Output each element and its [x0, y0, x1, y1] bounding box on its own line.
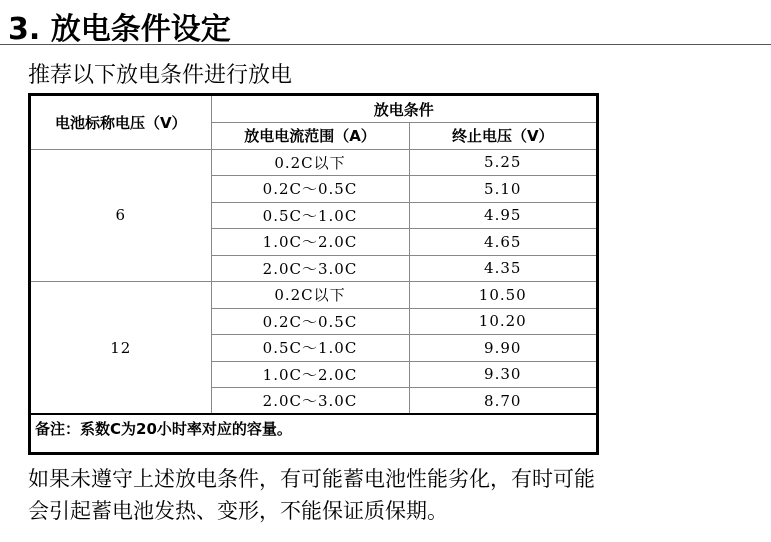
- section-title: 3. 放电条件设定: [8, 12, 231, 47]
- cutoff-voltage-cell: 10.20: [409, 308, 596, 335]
- cutoff-voltage-cell: 5.10: [409, 176, 596, 203]
- current-range-cell: 0.5C～1.0C: [211, 335, 409, 362]
- discharge-conditions-table: [31, 96, 596, 441]
- intro-text: 推荐以下放电条件进行放电: [28, 63, 293, 88]
- header-cutoff-voltage: 终止电压（V）: [409, 123, 596, 150]
- cutoff-voltage-cell: 4.95: [409, 202, 596, 229]
- title-divider: [0, 44, 771, 45]
- closing-paragraph: [28, 463, 595, 527]
- current-range-cell: 2.0C～3.0C: [211, 255, 409, 282]
- cutoff-voltage-cell: 9.90: [409, 335, 596, 362]
- cutoff-voltage-cell: 4.35: [409, 255, 596, 282]
- current-range-cell: 0.2C～0.5C: [211, 176, 409, 203]
- table-note: 备注：系数C为20小时率对应的容量。: [31, 414, 596, 441]
- nominal-voltage-cell: 6: [31, 149, 211, 282]
- current-range-cell: 0.2C以下: [211, 282, 409, 309]
- current-range-cell: 0.5C～1.0C: [211, 202, 409, 229]
- header-discharge-conditions: 放电条件: [211, 96, 596, 123]
- closing-line-1: 如果未遵守上述放电条件，有可能蓄电池性能劣化，有时可能: [28, 467, 595, 491]
- discharge-table-frame: [28, 93, 599, 455]
- current-range-cell: 2.0C～3.0C: [211, 388, 409, 415]
- cutoff-voltage-cell: 10.50: [409, 282, 596, 309]
- table-row: [31, 149, 596, 176]
- header-current-range: 放电电流范围（A）: [211, 123, 409, 150]
- current-range-cell: 0.2C以下: [211, 149, 409, 176]
- closing-line-2: 会引起蓄电池发热、变形，不能保证质保期。: [28, 499, 448, 523]
- current-range-cell: 1.0C～2.0C: [211, 361, 409, 388]
- current-range-cell: 0.2C～0.5C: [211, 308, 409, 335]
- cutoff-voltage-cell: 5.25: [409, 149, 596, 176]
- header-nominal-voltage: 电池标称电压（V）: [31, 96, 211, 149]
- cutoff-voltage-cell: 4.65: [409, 229, 596, 256]
- cutoff-voltage-cell: 9.30: [409, 361, 596, 388]
- cutoff-voltage-cell: 8.70: [409, 388, 596, 415]
- table-row: [31, 282, 596, 309]
- nominal-voltage-cell: 12: [31, 282, 211, 415]
- current-range-cell: 1.0C～2.0C: [211, 229, 409, 256]
